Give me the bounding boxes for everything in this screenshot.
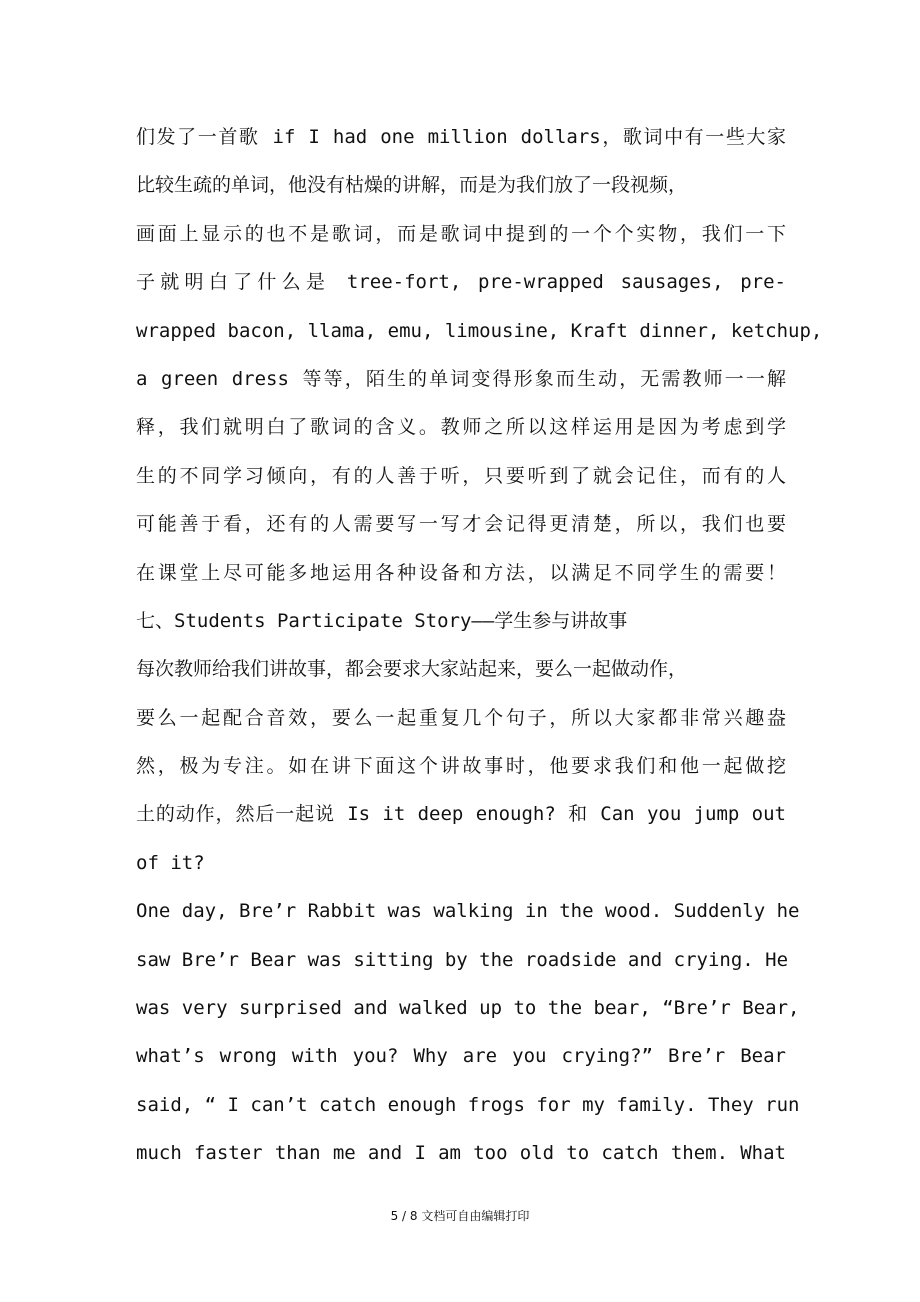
story-line: much faster than me and I am too old to catch them. What [136, 1142, 786, 1165]
text-line: 可能善于看，还有的人需要写一写才会记得更清楚，所以，我们也要 [136, 513, 786, 536]
text-line: 子就明白了什么是 tree-fort, pre-wrapped sausages, pre- [136, 271, 786, 294]
text-line: 们发了一首歌 if I had one million dollars，歌词中有一些大家 [136, 126, 786, 148]
body-text [136, 113, 823, 1178]
story-line: One day, Bre’r Rabbit was walking in the wood. Suddenly he [136, 900, 800, 923]
text-line: 比较生疏的单词，他没有枯燥的讲解，而是为我们放了一段视频， [136, 174, 688, 197]
text-line: of it? [136, 851, 205, 874]
story-line: what’s wrong with you? Why are you crying?” Bre’r Bear [136, 1045, 786, 1068]
section-heading: 七、Students Participate Story——学生参与讲故事 [136, 609, 628, 632]
story-line: was very surprised and walked up to the bear, “Bre’r Bear, [136, 997, 800, 1020]
text-line: 然，极为专注。如在讲下面这个讲故事时，他要求我们和他一起做挖 [136, 755, 786, 778]
text-line: 每次教师给我们讲故事，都会要求大家站起来，要么一起做动作， [136, 658, 688, 681]
story-line: saw Bre’r Bear was sitting by the roadside and crying. He [136, 948, 789, 971]
text-line: 土的动作，然后一起说 Is it deep enough? 和 Can you jump out [136, 803, 786, 826]
text-line: 要么一起配合音效，要么一起重复几个句子，所以大家都非常兴趣盎 [136, 706, 786, 729]
page-footer: 5 / 8 文档可自由编辑打印 [390, 1209, 530, 1223]
text-line: 释，我们就明白了歌词的含义。教师之所以这样运用是因为考虑到学 [136, 416, 786, 439]
text-line: wrapped bacon, llama, emu, limousine, Kraft dinner, ketchup, [136, 319, 823, 342]
text-line: a green dress 等等，陌生的单词变得形象而生动，无需教师一一解 [136, 367, 786, 390]
text-line: 画面上显示的也不是歌词，而是歌词中提到的一个个实物，我们一下 [136, 222, 786, 245]
story-line: said, “ I can’t catch enough frogs for my family. They run [136, 1093, 800, 1116]
text-line: 生的不同学习倾向，有的人善于听，只要听到了就会记住，而有的人 [136, 464, 786, 487]
text-line: 在课堂上尽可能多地运用各种设备和方法，以满足不同学生的需要！ [136, 561, 786, 584]
